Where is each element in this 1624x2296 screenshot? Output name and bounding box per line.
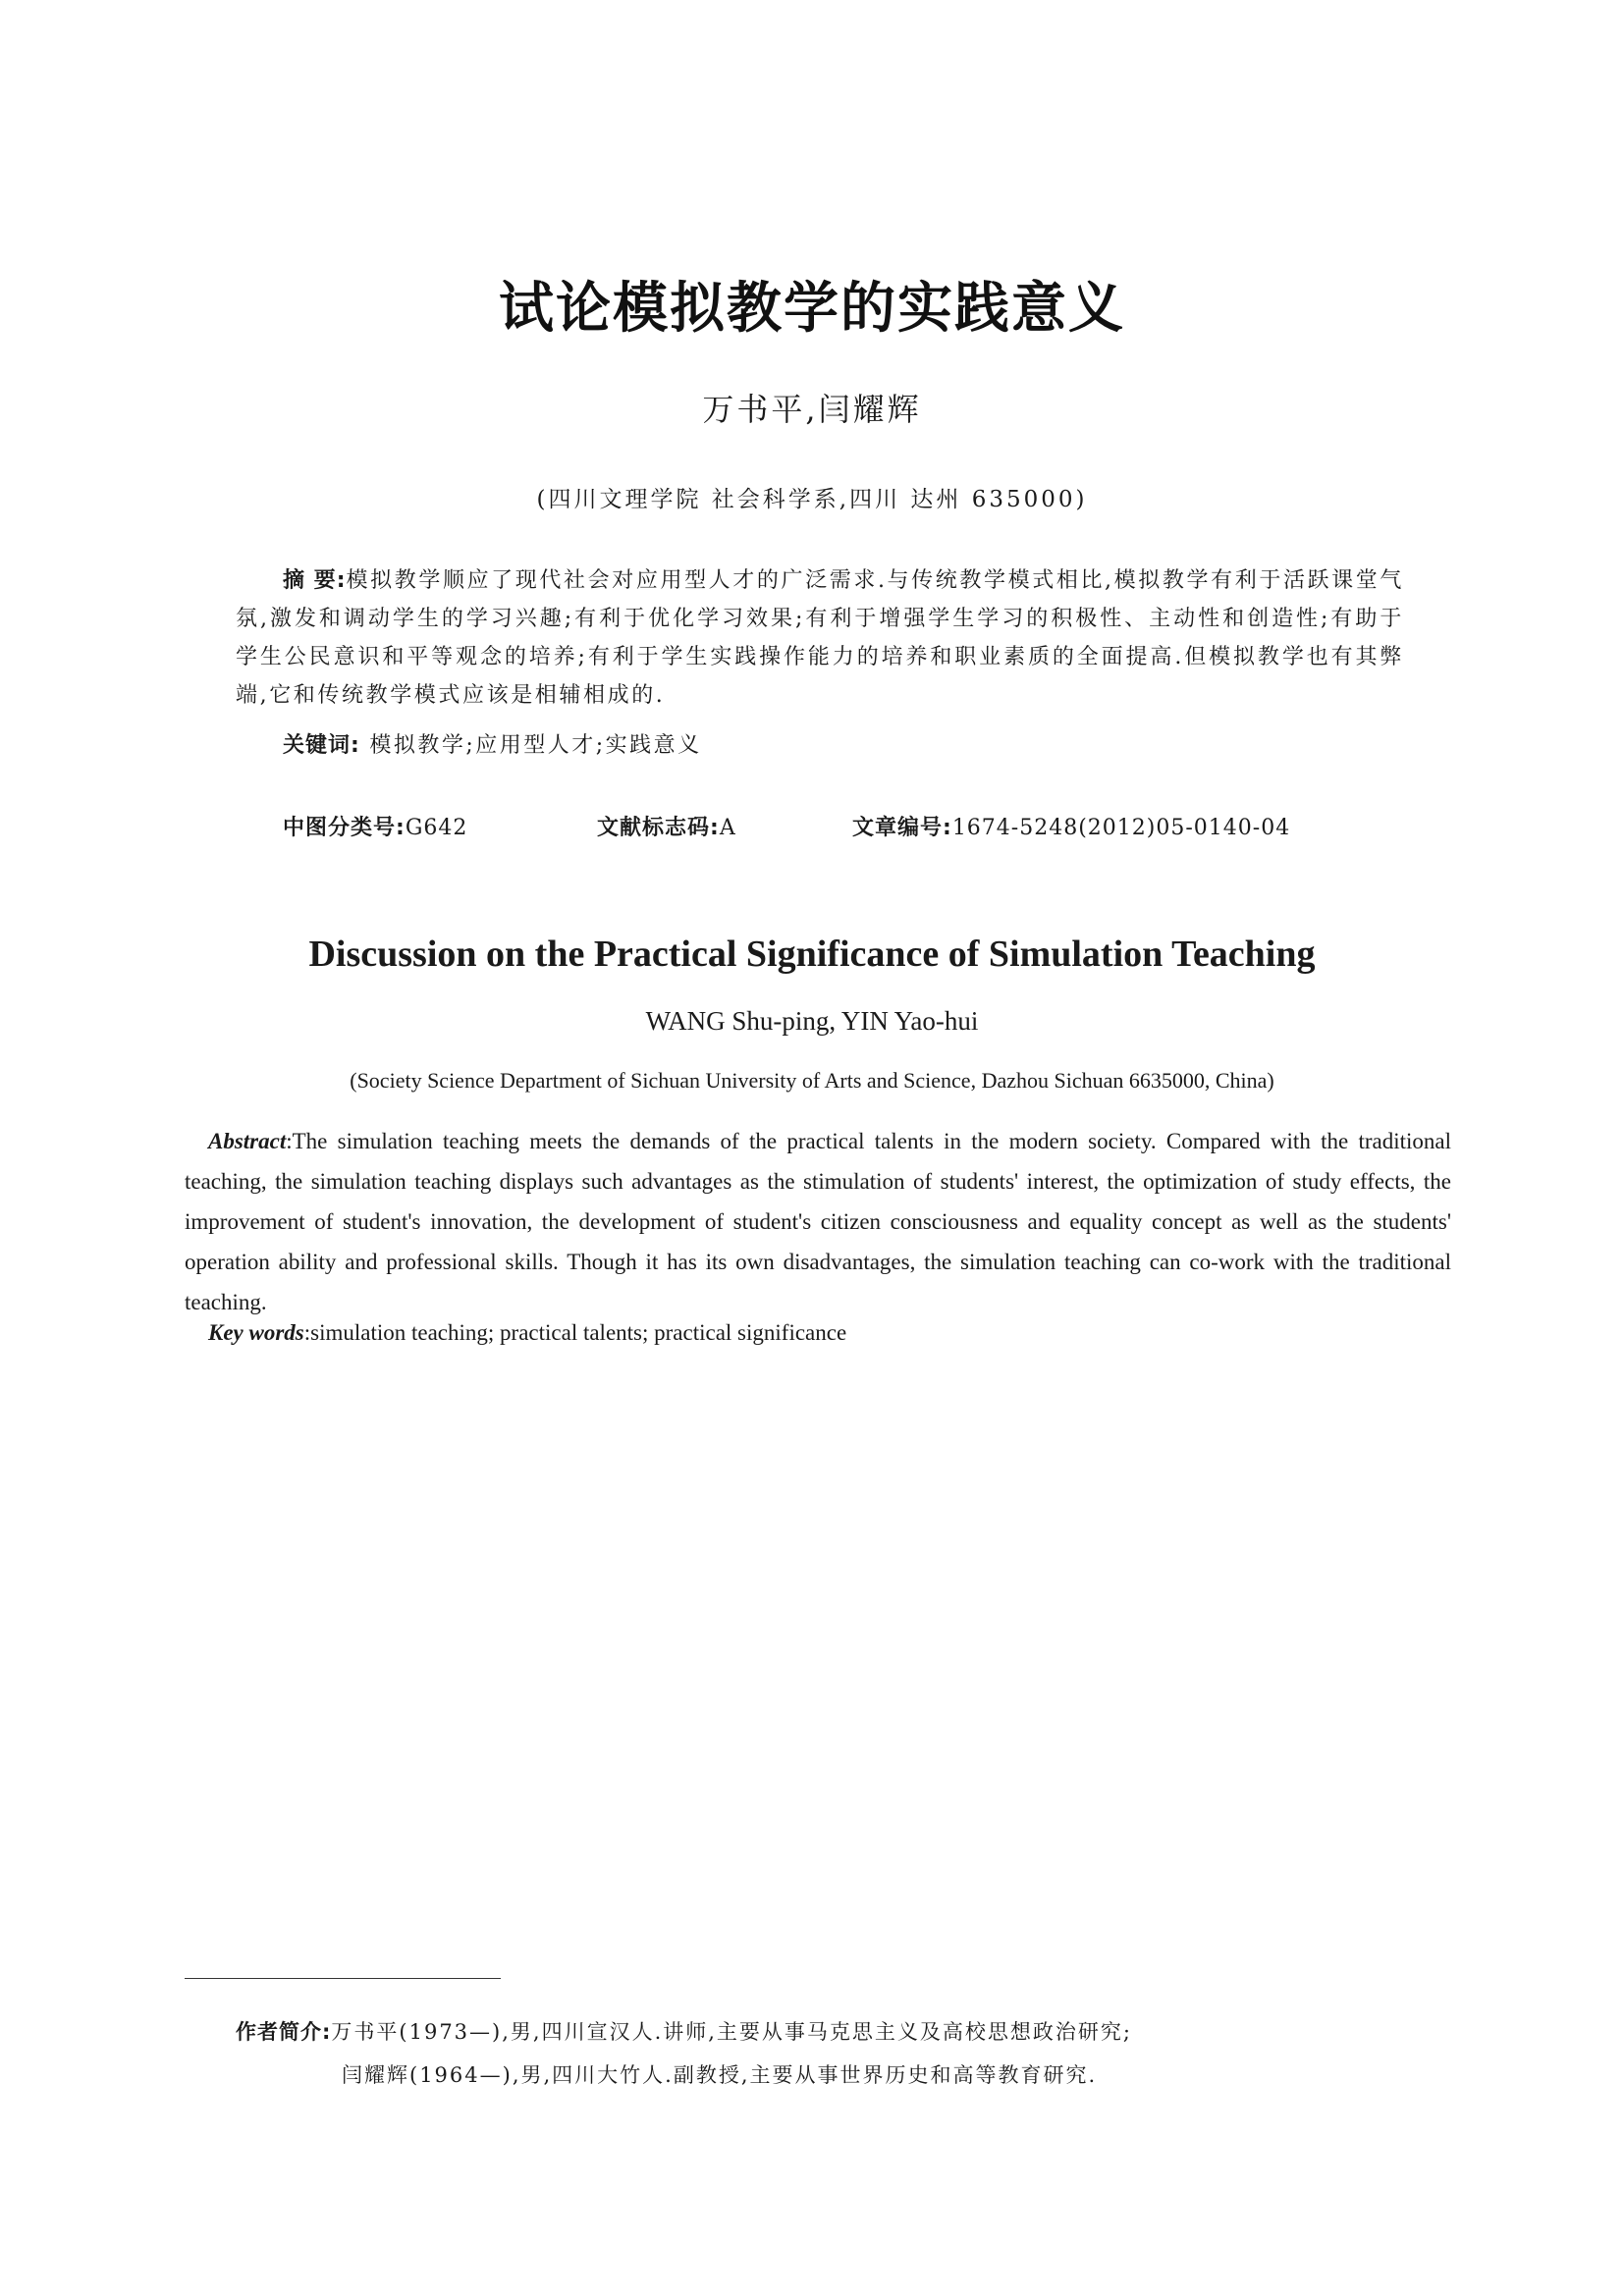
author-bio-text-1: 万书平(1973—),男,四川宣汉人.讲师,主要从事马克思主义及高校思想政治研究; [331,2020,1133,2044]
english-authors: WANG Shu-ping, YIN Yao-hui [645,1006,979,1036]
chinese-authors: 万书平,闫耀辉 [702,391,922,428]
english-abstract-text: :The simulation teaching meets the demands of the practical talents in the modern society. Compared with the traditional teaching, the simulation teaching displays such advantages as the stimulation of students' interest, the optimization of study effects, the improvement of student's innovation, the development of student's citizen consciousness and equality concept as well as the students' operation ability and professional skills. Though it has its own disadvantages, the simulation teaching can co-work with the traditional teaching. [185,1129,1451,1314]
chinese-abstract [236,561,1404,715]
clc-value: G642 [405,816,468,840]
chinese-affiliation: (四川文理学院 社会科学系,四川 达州 635000) [536,487,1088,512]
article-number [852,811,1290,841]
english-keywords-text: :simulation teaching; practical talents; practical significance [303,1320,847,1345]
clc-number [283,811,467,841]
clc-label: 中图分类号: [283,816,406,840]
author-bio-line-1 [236,2010,1414,2054]
document-code-value: A [719,816,736,840]
article-number-label: 文章编号: [852,816,952,840]
english-keywords-label: Key words [208,1320,304,1345]
document-code-label: 文献标志码: [597,816,720,840]
author-bio-label: 作者简介: [236,2020,332,2044]
author-bio-footnote [236,2010,1414,2097]
author-bio-text-2: 闫耀辉(1964—),男,四川大竹人.副教授,主要从事世界历史和高等教育研究. [342,2063,1098,2087]
chinese-keywords [283,728,702,759]
english-title: Discussion on the Practical Significance of Simulation Teaching [308,934,1316,975]
article-number-value: 1674-5248(2012)05-0140-04 [951,816,1291,840]
english-abstract [185,1121,1451,1322]
chinese-title: 试论模拟教学的实践意义 [499,277,1125,341]
footnote-divider [185,1978,501,1979]
english-keywords [208,1320,846,1346]
chinese-abstract-text: 模拟教学顺应了现代社会对应用型人才的广泛需求.与传统教学模式相比,模拟教学有利于活跃课堂气氛,激发和调动学生的学习兴趣;有利于优化学习效果;有利于增强学生学习的积极性、主动性和创造性;有助于学生公民意识和平等观念的培养;有利于学生实践操作能力的培养和职业素质的全面提高.但模拟教学也有其弊端,它和传统教学模式应该是相辅相成的. [236,568,1404,708]
english-abstract-label: Abstract [208,1129,287,1153]
english-affiliation: (Society Science Department of Sichuan University of Arts and Science, Dazhou Sichuan 6635000, China) [350,1068,1274,1093]
chinese-abstract-label: 摘 要: [283,568,347,593]
document-code [597,811,736,841]
chinese-keywords-text: 模拟教学;应用型人才;实践意义 [369,733,702,758]
author-bio-line-2 [236,2054,1414,2097]
chinese-keywords-label: 关键词: [283,733,360,758]
